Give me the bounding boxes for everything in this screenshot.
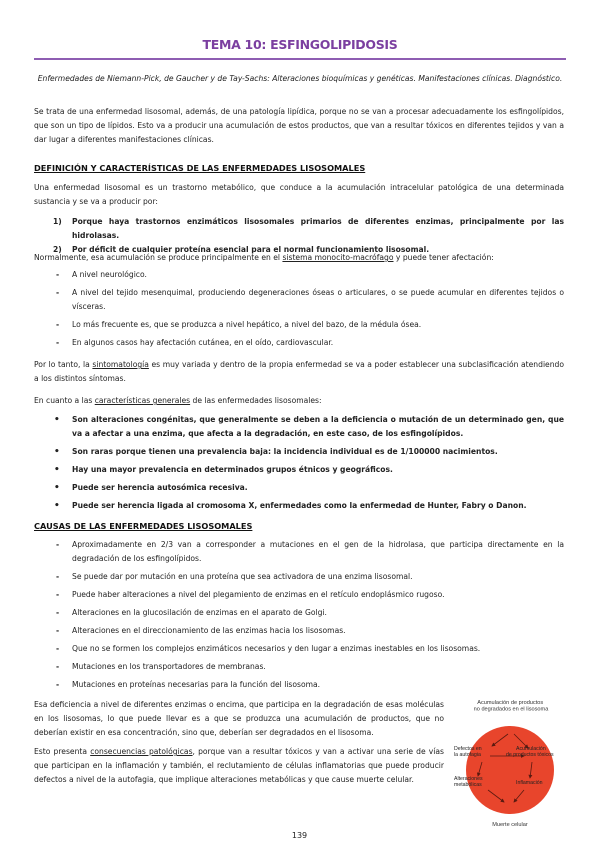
affectation-list [34,268,564,350]
intro-paragraph: Se trata de una enfermedad lisosomal, además, de una patología lipídica, porque no se van a procesar adecuadamente los esfingolípidos, que son un tipo de lípidos. Esto va a producir una acumulación de estos productos, que van a resultar tóxicos en diferentes tejidos y van a dar lugar a diferentes manifestaciones clínicas. [34,107,564,144]
diagram-top-label: Acumulación de productos no degradados en el lisosoma [473,700,549,713]
accumulation-paragraph: Normalmente, esa acumulación se produce principalmente en el sistema monocito-macrófago y puede tener afectación: [34,253,494,262]
diagram-label-metabolic: Alteraciones metabólicas [454,776,483,788]
list-item: - En algunos casos hay afectación cutánea, en el oído, cardiovascular. [56,338,334,347]
list-item: - Mutaciones en proteínas necesarias para la función del lisosoma. [56,680,321,689]
title-divider [34,58,566,60]
underlined-term: sintomatología [92,360,149,369]
underlined-term: sistema monocito-macrófago [282,253,394,262]
list-item: - Aproximadamente en 2/3 van a corresponder a mutaciones en el gen de la hidrolasa, que participa directamente en la degradación de los esfingolípidos. [56,540,564,563]
pathology-diagram [452,698,570,830]
list-item: - Alteraciones en el direccionamiento de las enzimas hacia los lisosomas. [56,626,346,635]
list-item: • Hay una mayor prevalencia en determinados grupos étnicos y geográficos. [54,465,393,475]
diagram-label-autophagy: Defectos en la autofagia [454,746,482,758]
diagram-circle [466,726,554,814]
consequences-paragraph: Esto presenta consecuencias patológicas, porque van a resultar tóxicos y van a activar una serie de vías que participan en la inflamación y también, el reclutamiento de células inflamatorias que puede producir defectos a nivel de la autofagia, que implique alteraciones metabólicas y que cause muerte celular. [34,747,444,784]
list-item: - Se puede dar por mutación en una proteína que sea activadora de una enzima lisosomal. [56,572,413,581]
features-intro: En cuanto a las características generales de las enfermedades lisosomales: [34,396,322,405]
definition-paragraph: Una enfermedad lisosomal es un trastorno metabólico, que conduce a la acumulación intracelular patológica de una determinada sustancia y se va a producir por: [34,183,564,206]
list-item: • Son alteraciones congénitas, que generalmente se deben a la deficiencia o mutación de un determinado gen, que va a afectar a una enzima, que afecta a la degradación, en este caso, de los esfingolípidos. [54,415,564,438]
diagram-label-death: Muerte celular [492,822,528,828]
list-item: - A nivel del tejido mesenquimal, produciendo degeneraciones óseas o articulares, o se puede acumular en diferentes tejidos o vísceras. [56,288,564,311]
list-item-text: Por déficit de cualquier proteína esencial para el normal funcionamiento lisosomal. [72,245,430,254]
deficiency-paragraph: Esa deficiencia a nivel de diferentes enzimas o encima, que participa en la degradación de esas moléculas en los lisosomas, lo que puede llevar es a que se produzca una acumulación de productos, que no deberían existir en esa concentración, sino que, deberían ser degradados en el lisosoma. [34,700,444,737]
underlined-term: características generales [94,396,191,405]
section-heading-causes: CAUSAS DE LAS ENFERMEDADES LISOSOMALES [34,521,253,531]
list-item: • Puede ser herencia ligada al cromosoma X, enfermedades como la enfermedad de Hunter, Fabry o Danon. [54,501,527,511]
features-list [34,413,564,513]
list-item: - Lo más frecuente es, que se produzca a nivel hepático, a nivel del bazo, de la médula ósea. [56,320,422,329]
symptoms-paragraph: Por lo tanto, la sintomatología es muy variada y dentro de la propia enfermedad se va a poder establecer una subclasificación atendiendo a los distintos síntomas. [34,360,564,383]
list-item: • Son raras porque tienen una prevalencia baja: la incidencia individual es de 1/100000 nacimientos. [54,447,498,457]
page-title: TEMA 10: ESFINGOLIPIDOSIS [202,37,398,52]
list-item: - Puede haber alteraciones a nivel del plegamiento de enzimas en el retículo endoplásmico rugoso. [56,590,445,599]
section-heading-definition: DEFINICIÓN Y CARACTERÍSTICAS DE LAS ENFERMEDADES LISOSOMALES [34,163,366,173]
underlined-term: consecuencias patológicas [90,747,193,756]
list-item: - A nivel neurológico. [56,270,147,279]
topic-subtitle: Enfermedades de Niemann-Pick, de Gaucher y de Tay-Sachs: Alteraciones bioquímicas y genéticas. Manifestaciones clínicas. Diagnóstico. [37,74,563,83]
diagram-label-inflammation: Inflamación [516,780,543,786]
list-item: - Que no se formen los complejos enzimáticos necesarios y den lugar a enzimas inestables en los lisosomas. [56,644,481,653]
list-item-text: Porque haya trastornos enzimáticos lisosomales primarios de diferentes enzimas, principalmente por las hidrolasas. [72,217,564,240]
list-item: - Mutaciones en los transportadores de membranas. [56,662,266,671]
causes-list [34,538,564,692]
page-number: 139 [291,831,308,840]
list-item [34,215,564,243]
diagram-label-toxic: Acumulación de productos tóxicos [506,746,554,758]
list-item: - Alteraciones en la glucosilación de enzimas en el aparato de Golgi. [56,608,327,617]
list-item: • Puede ser herencia autosómica recesiva. [54,483,248,493]
list-number: 1) [53,217,62,226]
list-number: 2) [53,245,62,254]
pathology-diagram-svg [452,698,570,830]
